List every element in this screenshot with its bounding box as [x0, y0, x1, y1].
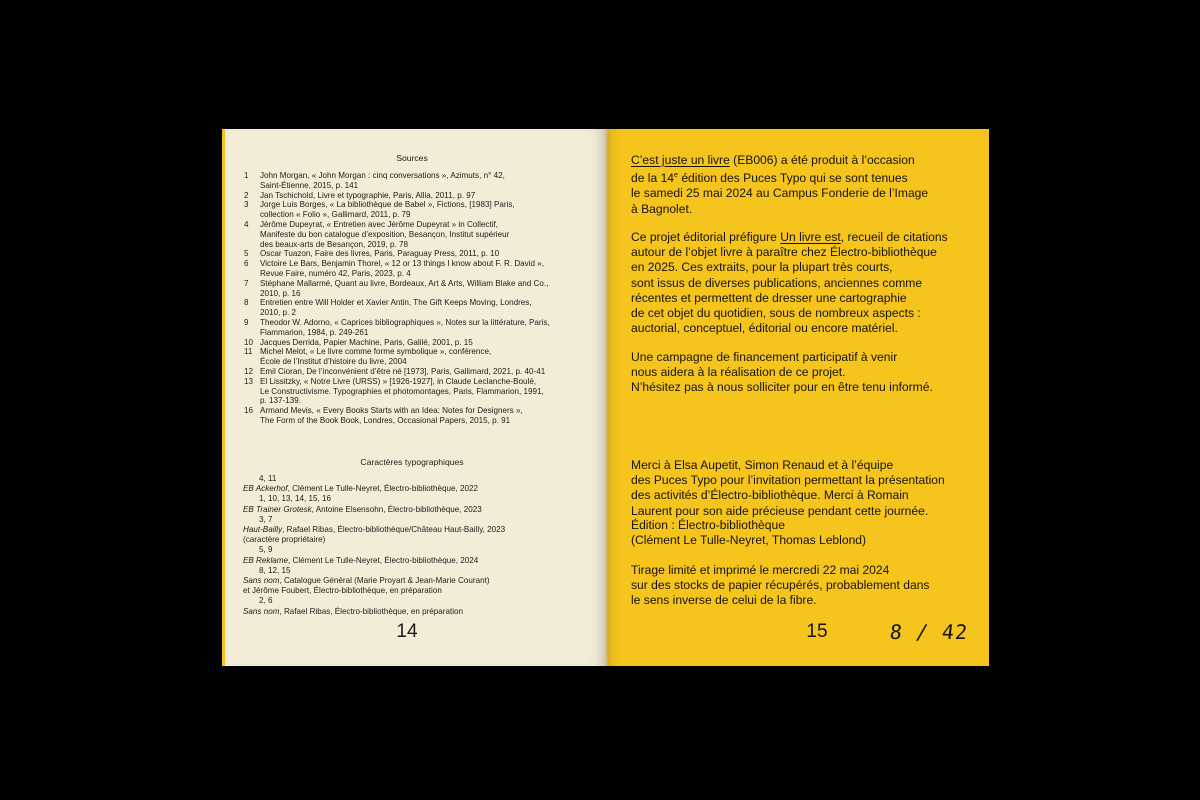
source-line: Jérôme Dupeyrat, « Entretien avec Jérôme Dupeyrat » in Collectif, — [260, 219, 498, 229]
source-line: Saint-Étienne, 2015, p. 141 — [260, 180, 359, 190]
book-gutter — [605, 129, 609, 666]
project-title-link: Un livre est — [780, 230, 841, 244]
para4-line: Laurent pour son aide précieuse pendant cette journée. — [631, 503, 929, 518]
project-line: sont issus de diverses publications, anciennes comme — [631, 275, 923, 290]
source-text — [260, 200, 589, 220]
project-line: auctorial, conceptuel, éditorial ou encore matériel. — [631, 321, 898, 336]
source-line: p. 137-139. — [260, 396, 301, 406]
source-number: 4 — [244, 219, 249, 229]
source-text — [260, 259, 589, 279]
project-line: en 2025. Ces extraits, pour la plupart très courts, — [631, 260, 893, 275]
font-entry — [243, 545, 588, 565]
font-credit-extra: (caractère propriétaire) — [243, 535, 326, 545]
source-entry — [244, 406, 589, 426]
project-line-1b: , recueil de citations — [840, 230, 948, 244]
source-line: Manifeste du bon catalogue d’exposition, Besançon, Institut supérieur — [260, 229, 510, 239]
open-booklet — [222, 129, 989, 666]
source-line: Victoire Le Bars, Benjamin Thorel, « 12 or 13 things I know about F. R. David », — [260, 259, 545, 269]
font-usage-numbers: 2, 6 — [259, 596, 273, 606]
project-line-1a: Ce projet éditorial préfigure — [631, 230, 781, 244]
para6-line: le sens inverse de celui de la fibre. — [631, 593, 817, 608]
sources-list — [244, 171, 589, 426]
source-line: Michel Melot, « Le livre comme forme symbolique », conférence, — [260, 347, 492, 357]
para3-line: nous aidera à la réalisation de ce projet. — [631, 365, 846, 380]
font-credit: , Catalogue Général (Marie Proyart & Jean-Marie Courant) — [279, 576, 490, 586]
sources-heading: Sources — [396, 153, 428, 163]
source-entry — [244, 259, 589, 279]
page-number-left: 14 — [396, 621, 418, 642]
project-line: autour de l’objet livre à paraître chez Électro-bibliothèque — [631, 245, 937, 260]
source-number: 11 — [244, 347, 253, 357]
project-paragraph — [631, 230, 976, 336]
source-line: 2010, p. 2 — [260, 308, 297, 318]
source-entry — [244, 279, 589, 299]
yellow-page-edge — [222, 129, 225, 666]
source-line: Jorge Luis Borges, « La bibliothèque de Babel », Fictions, [1983] Paris, — [260, 200, 515, 210]
thanks-paragraph — [631, 458, 976, 519]
intro-line-4: à Bagnolet. — [631, 201, 693, 216]
edition-paragraph — [631, 518, 976, 548]
font-credit-line — [243, 576, 588, 586]
font-credit-line — [243, 505, 588, 515]
source-line: The Form of the Book Book, Londres, Occasional Papers, 2015, p. 91 — [260, 415, 511, 425]
para4-line: des Puces Typo pour l’invitation permettant la présentation — [631, 473, 945, 488]
font-usage-numbers: 1, 10, 13, 14, 15, 16 — [259, 494, 332, 504]
source-line: Revue Faire, numéro 42, Paris, 2023, p. 4 — [260, 268, 411, 278]
source-entry — [244, 200, 589, 220]
font-name: EB Reklame — [243, 555, 288, 565]
font-name: EB Ackerhof — [243, 484, 288, 494]
source-number: 10 — [244, 337, 254, 347]
font-credit: , Rafael Ribas, Électro-bibliothèque, en préparation — [279, 606, 464, 616]
para6-line: Tirage limité et imprimé le mercredi 22 mai 2024 — [631, 563, 890, 577]
source-number: 12 — [244, 366, 254, 376]
source-number: 6 — [244, 259, 249, 269]
font-entry — [243, 515, 588, 546]
source-text — [260, 347, 589, 367]
font-credit-line — [243, 556, 588, 566]
source-text — [260, 191, 589, 201]
font-name: Sans nom — [243, 576, 280, 586]
font-credit: , Clément Le Tulle-Neyret, Électro-bibliothèque, 2022 — [287, 484, 478, 494]
source-number: 16 — [244, 406, 254, 416]
source-entry — [244, 220, 589, 249]
font-name: Haut-Bailly — [243, 525, 283, 535]
source-text — [260, 171, 589, 191]
source-text — [260, 406, 589, 426]
source-line: Flammarion, 1984, p. 249-261 — [260, 327, 369, 337]
para5-line: Édition : Électro-bibliothèque — [631, 518, 785, 532]
font-credit: , Antoine Elsensohn, Électro-bibliothèque, 2023 — [311, 504, 482, 514]
funding-paragraph — [631, 350, 976, 396]
source-entry — [244, 191, 589, 201]
source-entry — [244, 377, 589, 406]
font-name: Sans nom — [243, 606, 280, 616]
font-credit-line — [243, 525, 588, 535]
source-number: 9 — [244, 317, 249, 327]
font-entry — [243, 494, 588, 514]
font-usage-numbers: 3, 7 — [259, 514, 273, 524]
book-title-link: C’est juste un livre — [631, 153, 730, 167]
source-entry — [244, 338, 589, 348]
font-credit-extra: et Jérôme Foubert, Électro-bibliothèque, en préparation — [243, 586, 442, 596]
source-text — [260, 279, 589, 299]
left-page — [222, 129, 607, 666]
source-line: Emil Cioran, De l’inconvénient d’être né [1973], Paris, Gallimard, 2021, p. 40-41 — [260, 366, 546, 376]
source-text — [260, 377, 589, 406]
font-usage-numbers: 5, 9 — [259, 545, 273, 555]
font-credit-line — [243, 607, 588, 617]
source-entry — [244, 347, 589, 367]
font-credit: , Clément Le Tulle-Neyret, Électro-bibliothèque, 2024 — [287, 555, 479, 565]
source-number: 7 — [244, 278, 249, 288]
source-line: des beaux-arts de Besançon, 2019, p. 78 — [260, 239, 409, 249]
para6-line: sur des stocks de papier récupérés, probablement dans — [631, 578, 930, 593]
intro-line-2a: de la 14 — [631, 171, 675, 186]
source-text — [260, 298, 589, 318]
source-entry — [244, 249, 589, 259]
source-line: Stéphane Mallarmé, Quant au livre, Bordeaux, Art & Arts, William Blake and Co., — [260, 278, 549, 288]
para3-line: N’hésitez pas à nous solliciter pour en être tenu informé. — [631, 380, 933, 395]
font-usage-numbers: 4, 11 — [259, 474, 277, 483]
para4-line: des activités d’Électro-bibliothèque. Merci à Romain — [631, 488, 909, 503]
font-entry — [243, 596, 588, 616]
right-page — [607, 129, 989, 666]
font-name: EB Trainer Grotesk — [243, 504, 312, 514]
source-entry — [244, 367, 589, 377]
source-line: Oscar Tuazon, Faire des livres, Paris, Paraguay Press, 2011, p. 10 — [260, 249, 500, 259]
source-entry — [244, 318, 589, 338]
source-entry — [244, 298, 589, 318]
source-line: Jacques Derrida, Papier Machine, Paris, Galilé, 2001, p. 15 — [260, 337, 473, 347]
handwritten-copy-counter: 8 / 42 — [888, 620, 970, 644]
source-text — [260, 367, 589, 377]
source-entry — [244, 171, 589, 191]
font-credit-line — [243, 484, 588, 494]
source-text — [260, 318, 589, 338]
colophon-intro — [631, 153, 976, 217]
source-line: collection « Folio », Gallimard, 2011, p. 79 — [260, 210, 411, 220]
font-usage-numbers: 8, 12, 15 — [259, 565, 291, 575]
intro-line-1: (EB006) a été produit à l’occasion — [729, 153, 915, 167]
para3-line: Une campagne de financement participatif à venir — [631, 350, 898, 364]
source-line: 2010, p. 16 — [260, 288, 301, 298]
font-entry — [243, 566, 588, 597]
source-line: Entretien entre Will Holder et Xavier Antin, The Gift Keeps Moving, Londres, — [260, 298, 532, 308]
source-line: Armand Mevis, « Every Books Starts with an Idea: Notes for Designers », — [260, 406, 523, 416]
font-entry — [243, 474, 588, 494]
source-line: El Lissitzky, « Notre Livre (URSS) » [1926-1927], in Claude Leclanche-Boulé, — [260, 376, 537, 386]
source-line: Theodor W. Adorno, « Caprices bibliographiques », Notes sur la littérature, Paris, — [260, 317, 550, 327]
source-number: 2 — [244, 190, 249, 200]
source-number: 3 — [244, 200, 249, 210]
source-line: Jan Tschichold, Livre et typographie, Paris, Allia, 2011, p. 97 — [260, 190, 476, 200]
font-credit: , Rafael Ribas, Électro-bibliothèque/Château Haut-Bailly, 2023 — [282, 525, 506, 535]
source-number: 5 — [244, 249, 249, 259]
source-text — [260, 338, 589, 348]
source-line: John Morgan, « John Morgan : cinq conversations », Azimuts, n° 42, — [260, 171, 505, 180]
page-number-right: 15 — [806, 621, 828, 642]
intro-line-2b: édition des Puces Typo qui se sont tenues — [677, 171, 908, 186]
source-number: 13 — [244, 376, 254, 386]
source-line: Le Constructivisme. Typographies et photomontages, Paris, Flammarion, 1991, — [260, 386, 544, 396]
fonts-heading: Caractères typographiques — [360, 457, 464, 467]
source-text — [260, 220, 589, 249]
source-line: École de l’Institut d’histoire du livre, 2004 — [260, 357, 407, 367]
fonts-list — [243, 474, 588, 617]
para4-line: Merci à Elsa Aupetit, Simon Renaud et à l’équipe — [631, 458, 894, 472]
project-line: de cet objet du quotidien, sous de nombreux aspects : — [631, 306, 921, 321]
project-line: récentes et permettent de dresser une cartographie — [631, 290, 907, 305]
source-text — [260, 249, 589, 259]
edition-superscript: e — [674, 172, 678, 180]
source-number: 8 — [244, 298, 249, 308]
para5-line: (Clément Le Tulle-Neyret, Thomas Leblond) — [631, 533, 867, 548]
printing-paragraph — [631, 563, 976, 609]
source-number: 1 — [244, 171, 249, 180]
intro-line-3: le samedi 25 mai 2024 au Campus Fonderie de l’Image — [631, 186, 929, 201]
